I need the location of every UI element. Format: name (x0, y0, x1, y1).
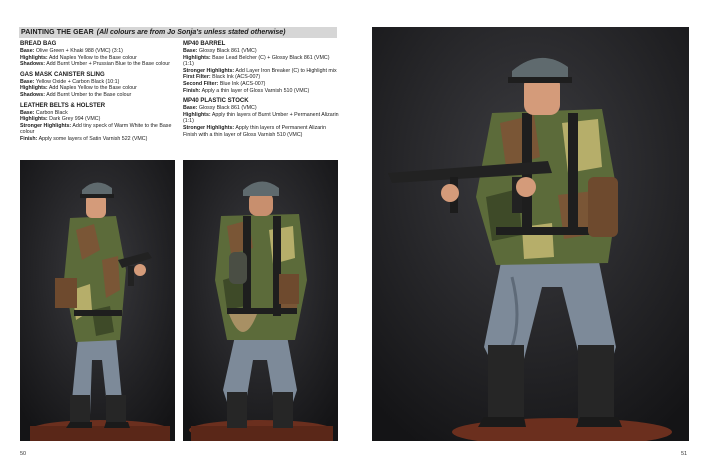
text-line: Highlights: Dark Grey 994 (VMC) (20, 116, 101, 123)
text-line: Finish: Apply a thin layer of Gloss Varnish 510 (VMC) (183, 87, 310, 94)
section-heading (19, 27, 337, 38)
section-title: MP40 BARREL (183, 41, 226, 47)
section-title: BREAD BAG (20, 41, 57, 47)
text-line: Base: Olive Green + Khaki 988 (VMC) (3:1) (20, 48, 123, 54)
text-line: Base: Glossy Black 861 (VMC) (183, 48, 257, 54)
left-text-column (20, 41, 175, 147)
section-bread-bag (20, 41, 175, 68)
page-number-left: 50 (20, 451, 27, 457)
text-line: Finish with a thin layer of Gloss Varnish 510 (VMC) (183, 131, 303, 138)
heading-title: PAINTING THE GEAR (21, 29, 94, 36)
text-line: Highlights: Base Lead Belcher (C) + Glossy Black 861 (VMC) (1:1) (183, 54, 330, 68)
text-line: Shadows: Add Burnt Umber + Prussian Blue to the Base colour (20, 61, 171, 68)
text-line: Base: Glossy Black 861 (VMC) (183, 105, 257, 112)
heading-note: (All colours are from Jo Sonja's unless stated otherwise) (96, 29, 286, 36)
page-number-right: 51 (681, 451, 688, 457)
text-line: Base: Carbon Black (20, 109, 68, 116)
text-line: Base: Yellow Oxide + Carbon Black (10:1) (20, 78, 120, 85)
right-text-column (183, 41, 341, 142)
section-leather-belts (20, 103, 175, 143)
section-title: GAS MASK CANISTER SLING (20, 71, 105, 78)
text-line: Stronger Highlights: Add tiny speck of Warm White to the Base colour (20, 122, 172, 136)
text-line: Second Filter: Blue Ink (ACS-007) (183, 80, 266, 87)
figure-photo-large (372, 27, 689, 441)
section-title: MP40 PLASTIC STOCK (183, 98, 249, 105)
section-gas-mask-sling (20, 72, 175, 99)
text-line: Highlights: Add Naples Yellow to the Base colour (20, 85, 137, 92)
text-line: Highlights: Apply thin layers of Burnt Umber + Permanent Alizarin (1:1) (183, 111, 339, 125)
section-mp40-barrel (183, 41, 341, 94)
text-line: Finish: Apply some layers of Satin Varnish 522 (VMC) (20, 135, 148, 142)
figure-photo-rear (183, 160, 338, 441)
text-line: First Filter: Black Ink (ACS-007) (183, 74, 261, 81)
figure-photo-front (20, 160, 175, 441)
section-mp40-stock (183, 98, 341, 138)
text-line: Stronger Highlights: Add Layer Iron Breaker (C) to Highlight mix (183, 67, 337, 74)
text-line: Highlights: Add Naples Yellow to the Base colour (20, 54, 137, 61)
section-title: LEATHER BELTS & HOLSTER (20, 102, 106, 109)
text-line: Shadows: Add Burnt Umber to the Base colour (20, 91, 132, 98)
text-line: Stronger Highlights: Apply thin layers of Permanent Alizarin (183, 124, 327, 131)
